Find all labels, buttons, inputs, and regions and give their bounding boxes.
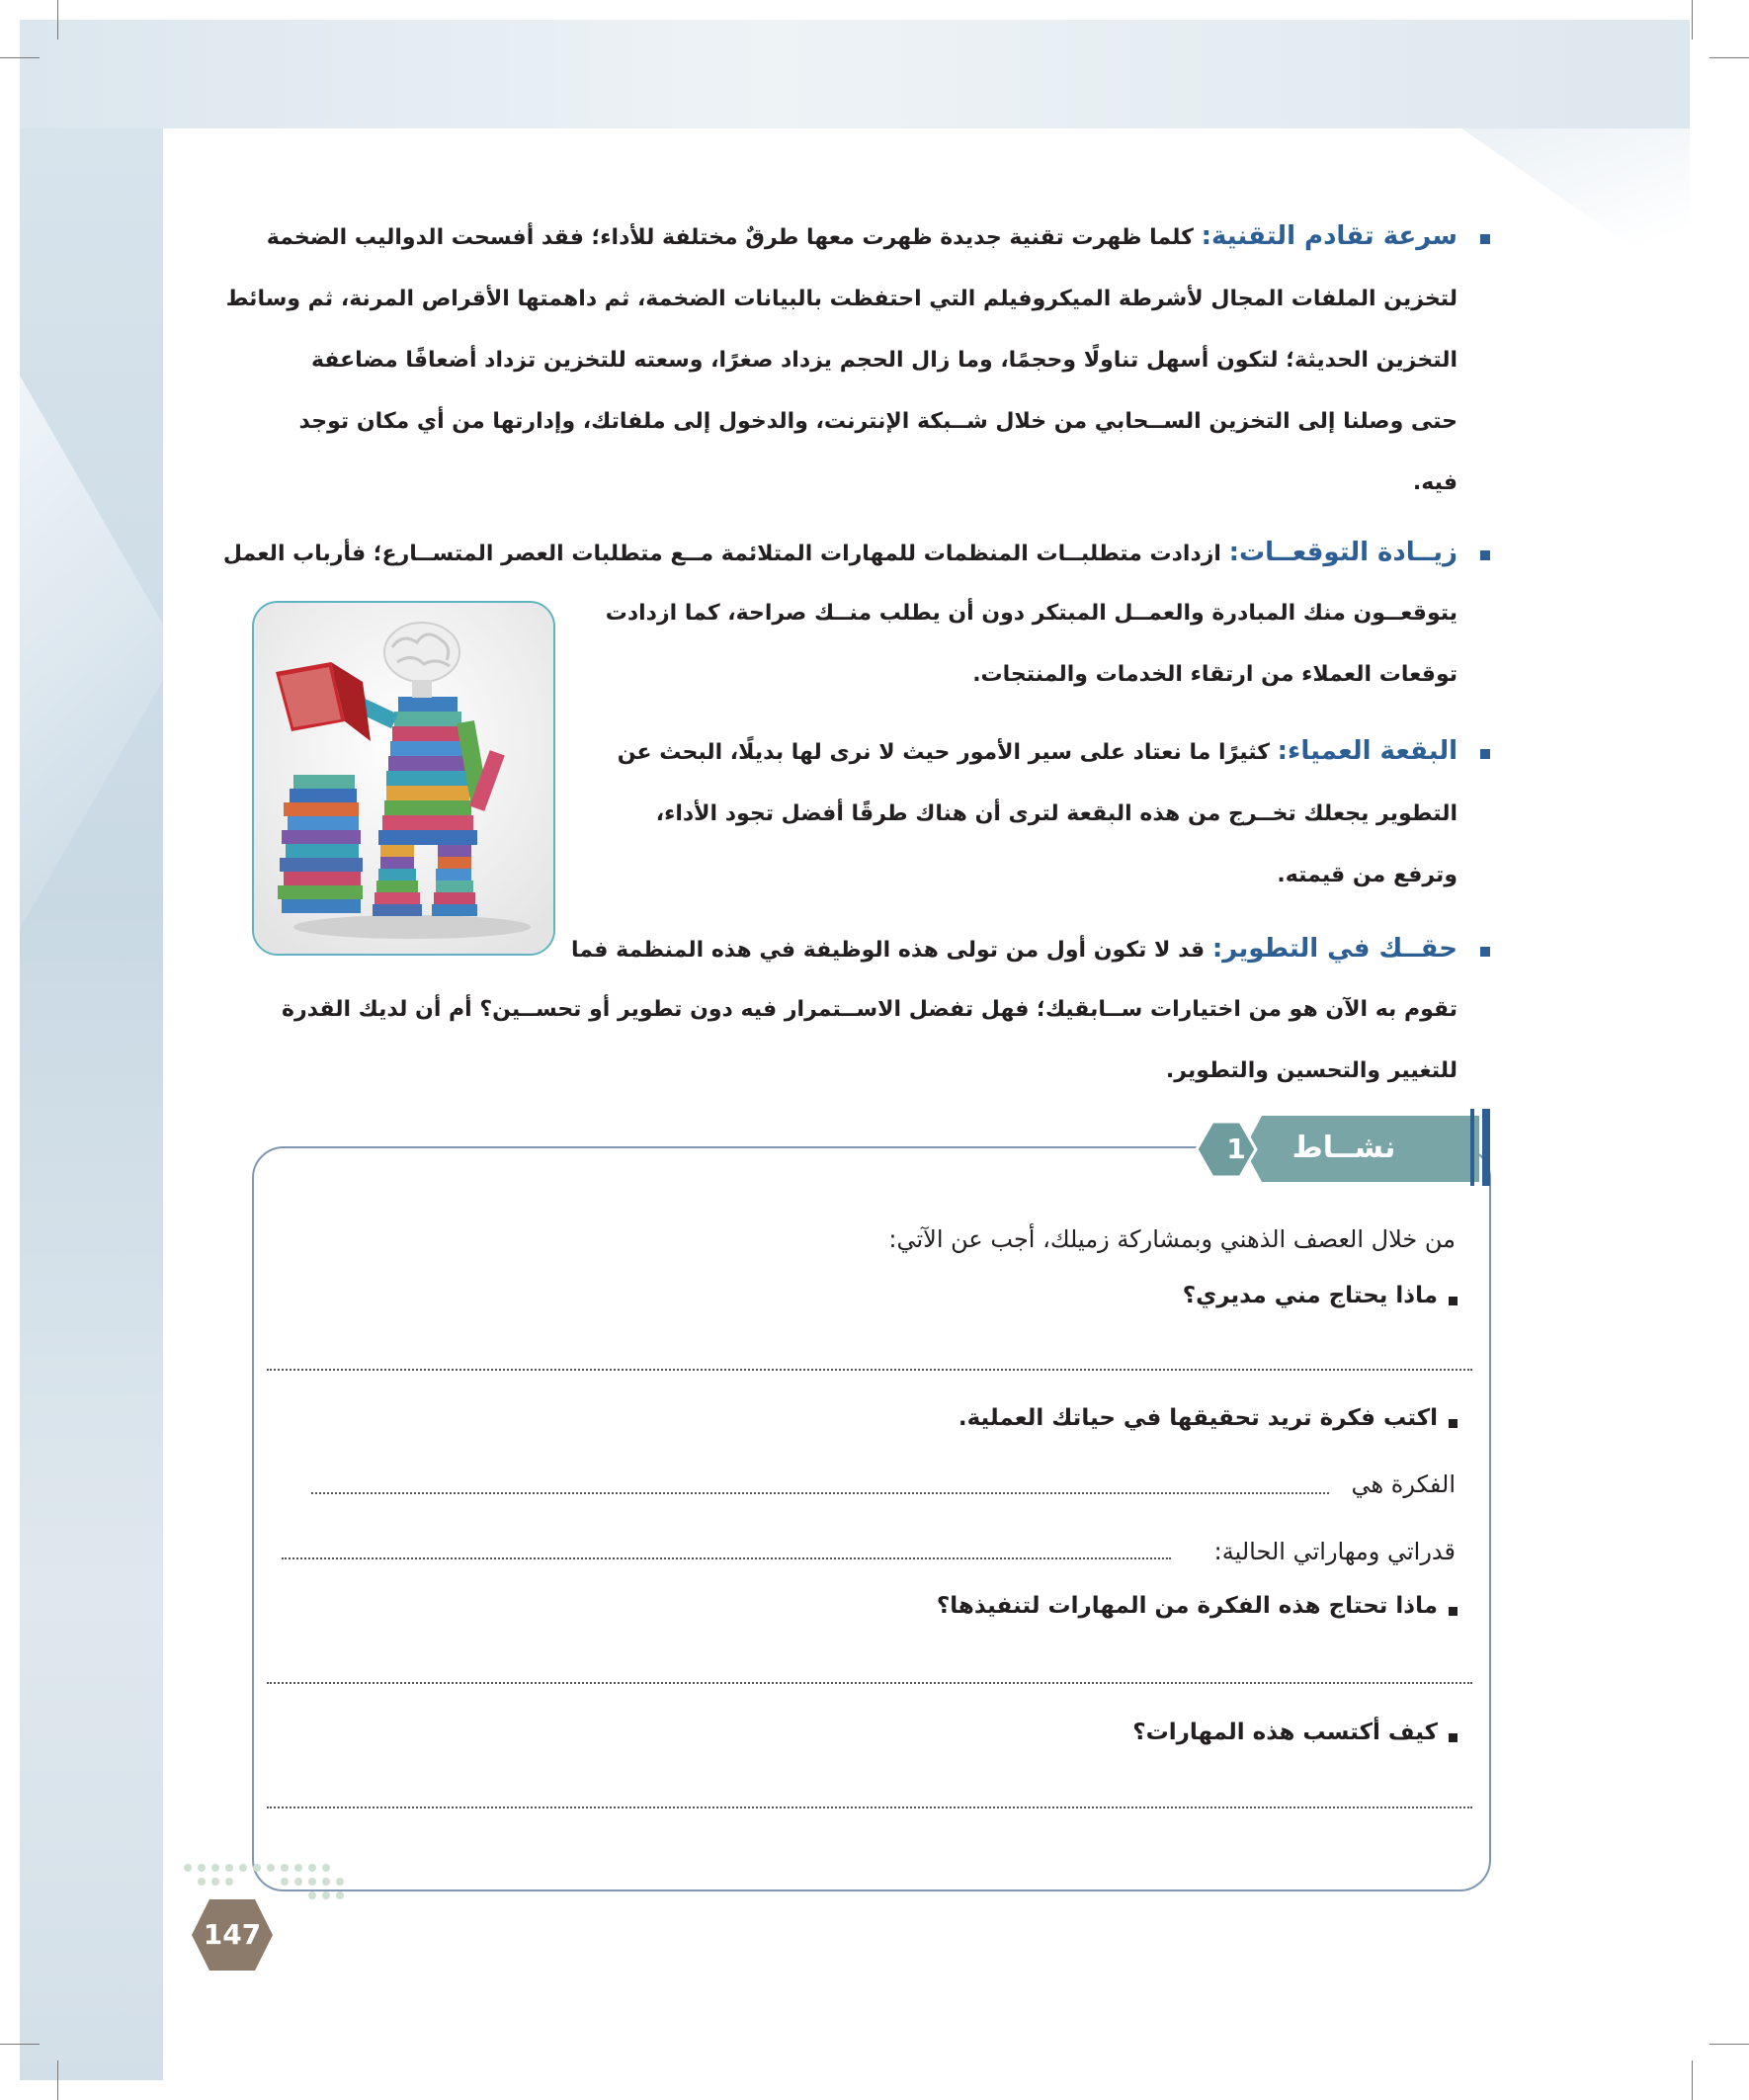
bullet-square-icon (1449, 1607, 1458, 1616)
header-band (20, 20, 1690, 128)
term-expectations: زيــادة التوقعــات: (1228, 538, 1458, 567)
crop-mark (1709, 57, 1749, 58)
bullet-square-icon (1480, 749, 1490, 759)
answer-line[interactable] (267, 1806, 1472, 1808)
section-blind-spot: البقعة العمياء: كثيرًا ما نعتاد على سير الأمور حيث لا نرى لها بديلًا، البحث عن التطوير يجعلك تخــرج من هذه البقعة لترى أن هناك طرقًا أفضل تجود الأداء، وترفع من قيمته. (617, 736, 1458, 887)
book-stack-figure-icon (254, 603, 553, 954)
crop-mark (1692, 2060, 1693, 2100)
crop-mark (1692, 0, 1693, 40)
activity-number: 1 (1226, 1133, 1246, 1165)
bullet-square-icon (1449, 1733, 1458, 1742)
bullet-square-icon (1449, 1297, 1458, 1305)
bullet-square-icon (1480, 234, 1490, 244)
section-speed: سرعة تقادم التقنية: كلما ظهرت تقنية جديدة ظهرت معها طرقٌ مختلفة للأداء؛ فقد أفسحت الدواليب الضخمة لتخزين الملفات المجال لأشرطة الميكروفيلم التي احتفظت بالبيانات الضخمة، ثم داهمتها الأقراص المرنة، ثم وسائط التخزين الحديثة؛ لتكون أسهل تناولًا وحجمًا، وما زال الحجم يزداد صغرًا، وسعته للتخزين تزداد أضعافًا مضاعفة حتى وصلنا إلى التخزين الســحابي من خلال شــبكة الإنترنت، والدخول إلى ملفاتك، وإدارتها من أي مكان توجد فيه. (225, 221, 1458, 495)
activity-box (252, 1146, 1491, 1891)
page-number: 147 (203, 1918, 262, 1951)
section-expectations: زيــادة التوقعــات: ازدادت متطلبــات المنظمات للمهارات المتلائمة مــع متطلبات العصر المتســارع؛ فأرباب العمل (222, 538, 1458, 567)
activity-tab-edge (1482, 1109, 1490, 1186)
bullet-square-icon (1449, 1419, 1458, 1428)
term-right-to-develop: حقــك في التطوير: (1211, 934, 1458, 964)
activity-tab-edge (1470, 1109, 1474, 1186)
question-needed-skills: ماذا تحتاج هذه الفكرة من المهارات لتنفيذها؟ (936, 1593, 1438, 1619)
illustration-frame (252, 601, 555, 956)
skills-label: قدراتي ومهاراتي الحالية: (1213, 1538, 1456, 1565)
answer-line[interactable] (267, 1369, 1472, 1371)
skills-answer-line[interactable] (282, 1557, 1171, 1559)
bullet-square-icon (1480, 550, 1490, 560)
crop-mark (0, 57, 40, 58)
section-right-to-develop: حقــك في التطوير: قد لا تكون أول من تولى هذه الوظيفة في هذه المنظمة فما (571, 934, 1458, 964)
section-expectations-wrap: يتوقعــون منك المبادرة والعمــل المبتكر دون أن يطلب منــك صراحة، كما ازدادت توقعات العملاء من ارتقاء الخدمات والمنتجات. (605, 601, 1458, 687)
question-acquire-skills: كيف أكتسب هذه المهارات؟ (1132, 1720, 1438, 1745)
idea-answer-line[interactable] (311, 1492, 1329, 1494)
section-right-to-develop-wrap: تقوم به الآن هو من اختيارات ســابقيك؛ فهل تفضل الاســتمرار فيه دون تطوير أو تحســين؟ أم أن لديك القدرة للتغيير والتحسين والتطوير. (282, 997, 1458, 1083)
idea-label: الفكرة هي (1351, 1470, 1456, 1498)
question-write-idea: اكتب فكرة تريد تحقيقها في حياتك العملية. (958, 1405, 1438, 1431)
crop-mark (57, 0, 58, 40)
term-blind-spot: البقعة العمياء: (1277, 736, 1458, 766)
activity-intro: من خلال العصف الذهني وبمشاركة زميلك، أجب عن الآتي: (888, 1225, 1456, 1253)
activity-label: نشــاط (1291, 1131, 1396, 1165)
bullet-square-icon (1480, 947, 1490, 957)
question-manager-needs: ماذا يحتاج مني مديري؟ (1182, 1283, 1438, 1308)
crop-mark (57, 2060, 58, 2100)
crop-mark (0, 2044, 40, 2045)
crop-mark (1709, 2044, 1749, 2045)
answer-line[interactable] (267, 1682, 1472, 1684)
term-speed: سرعة تقادم التقنية: (1201, 221, 1458, 251)
